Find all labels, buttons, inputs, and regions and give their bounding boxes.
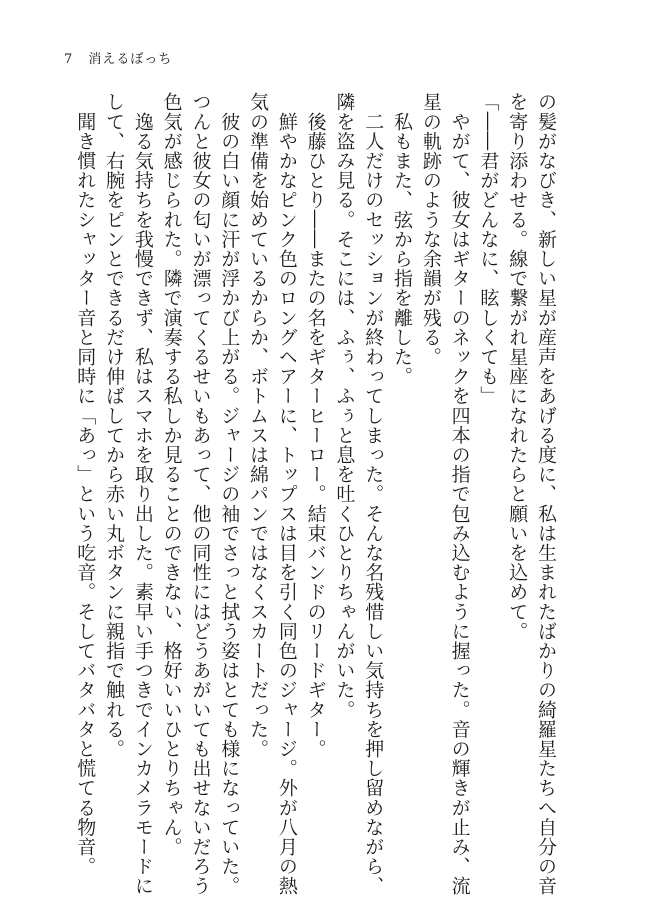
text-line: 鮮やかなピンク色のロングヘアーに、トップスは目を引く同色のジャージ。外が八月の熱 [275,92,298,896]
text-line: 色気が感じられた。隣で演奏する私しか見ることのできない、格好いいひとりちゃん。 [160,92,183,857]
text-line: 逸る気持ちを我慢できず、私はスマホを取り出した。素早い手つきでインカメラモードに [131,92,154,896]
text-line: 後藤ひとり――またの名をギターヒーロー。結束バンドのリードギター。 [304,92,327,759]
text-line: の髪がなびき、新しい星が産声をあげる度に、私は生まれたばかりの綺羅星たちへ自分の音 [535,92,557,896]
text-line: つんと彼女の匂いが漂ってくるせいもあって、他の同性にはどうあがいても出せないだろう [189,92,212,896]
text-line: 星の軌跡のような余韻が残る。 [419,92,442,367]
text-line: 隣を盗み見る。そこには、ふぅ、ふぅと息を吐くひとりちゃんがいた。 [333,92,356,720]
chapter-title: 消えるぼっち [88,52,173,67]
vertical-text-body [74,92,560,896]
running-header [64,48,172,67]
text-line: を寄り添わせる。線で繋がれ星座になれたらと願いを込めて。 [506,92,529,641]
text-line: 私もまた、弦から指を離した。 [391,92,414,386]
text-line: 彼の白い顔に汗が浮かび上がる。ジャージの袖でさっと拭う姿はとても様になっていた。 [218,92,241,896]
text-line: 二人だけのセッションが終わってしまった。そんな名残惜しい気持ちを押し留めながら、 [362,92,385,896]
page-number: 7 [64,52,74,67]
text-line: 聞き慣れたシャッター音と同時に「あっ」という吃音。そしてバタバタと慌てる物音。 [74,92,97,876]
text-line: やがて、彼女はギターのネックを四本の指で包み込むように握った。音の輝きが止み、流 [448,92,471,896]
text-line: 「――君がどんなに、眩しくても」 [477,92,500,406]
text-line: 気の準備を始めているからか、ボトムスは綿パンではなくスカートだった。 [247,92,270,759]
text-line: して、右腕をピンとできるだけ伸ばしてから赤い丸ボタンに親指で触れる。 [103,92,126,759]
